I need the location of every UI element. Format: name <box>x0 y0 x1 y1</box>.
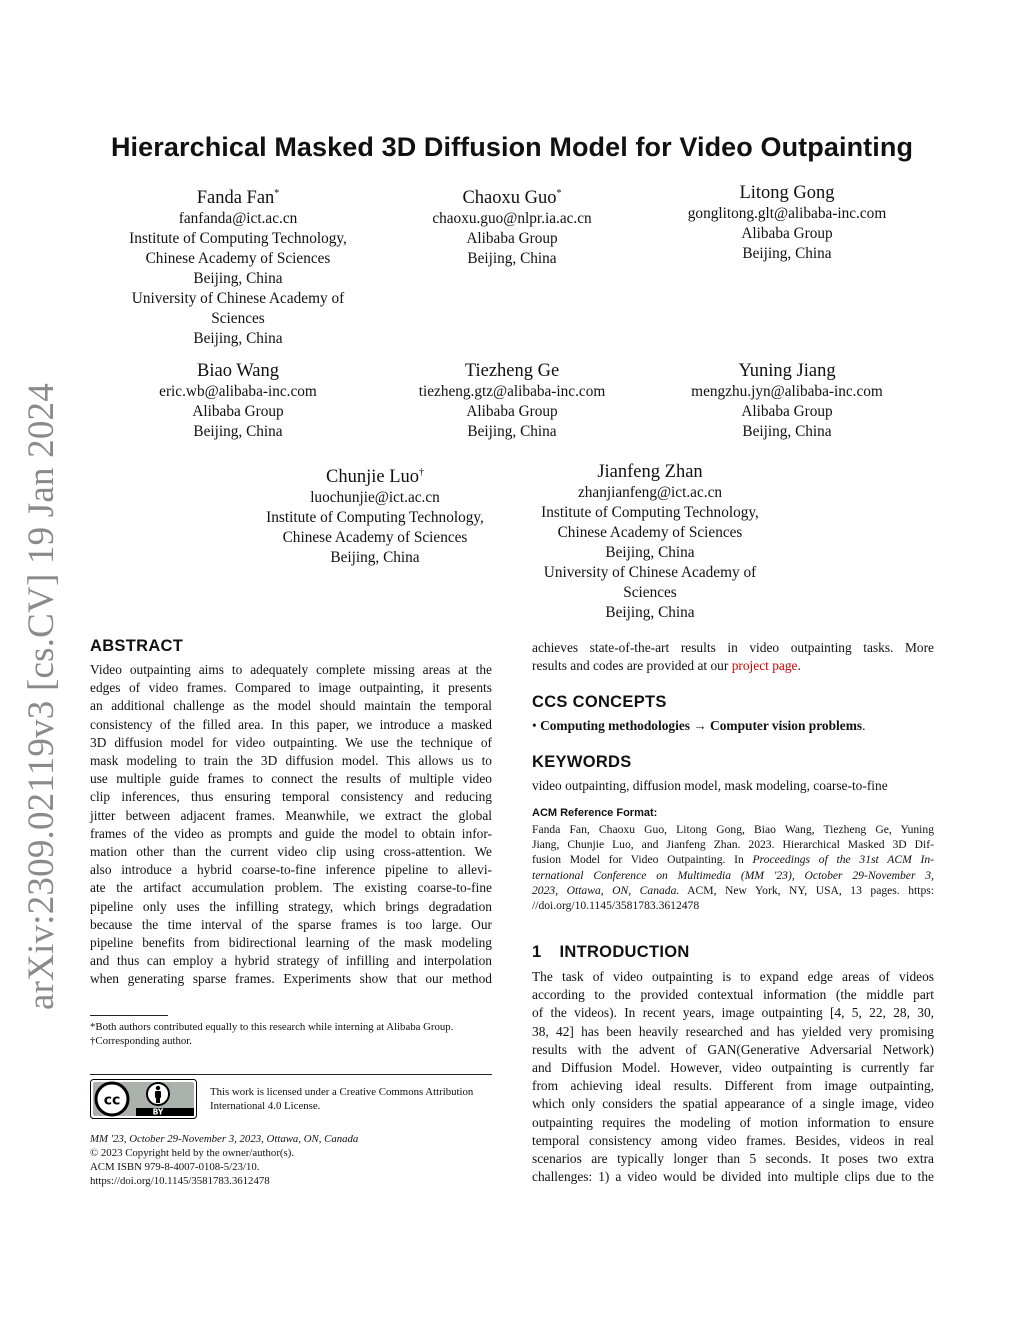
acm-ref-line: Jiang, Chunjie Luo, and Jianfeng Zhan. 2023. Hierarchical Masked 3D Dif- <box>532 838 934 852</box>
text-run: fusion Model for Video Outpainting. In <box>532 853 753 867</box>
abstract-line: frames of the video as prompts and guide the model to obtain infor- <box>90 825 492 841</box>
abstract-line: clip inferences, thus ensuring temporal consistency and reducing <box>90 789 492 805</box>
author-affiliation-line: Beijing, China <box>193 270 283 287</box>
abstract-line: Video outpainting aims to adequately complete missing areas at the <box>90 662 492 677</box>
intro-line: of the videos). In recent years, image outpainting [4, 5, 22, 28, 30, <box>532 1005 934 1021</box>
author-name-text: Chunjie Luo <box>325 467 419 487</box>
author-block <box>88 361 388 442</box>
author-name <box>637 361 937 382</box>
period: . <box>862 718 866 733</box>
author-block <box>88 183 388 349</box>
author-affiliation-line: Alibaba Group <box>741 225 833 242</box>
author-name-text: Biao Wang <box>197 361 279 381</box>
conference-venue: MM '23, October 29-November 3, 2023, Ottawa, ON, Canada <box>90 1133 359 1145</box>
intro-line: and Diffusion Model. However, video outpainting is currently far <box>532 1060 934 1076</box>
intro-line: results with the advent of GAN(Generative Adversarial Network) <box>532 1041 934 1057</box>
keywords-text: video outpainting, diffusion model, mask modeling, coarse-to-fine <box>532 778 888 793</box>
author-affiliation-line: Beijing, China <box>742 423 832 440</box>
author-affiliation-line: Alibaba Group <box>466 230 558 247</box>
intro-line: according to the provided contextual information (the middle part <box>532 987 934 1003</box>
acm-ref-line: //doi.org/10.1145/3581783.3612478 <box>532 899 700 913</box>
arxiv-stamp: arXiv:2309.02119v3 [cs.CV] 19 Jan 2024 <box>21 383 62 1010</box>
bullet: • <box>532 718 537 733</box>
author-email: luochunjie@ict.ac.cn <box>310 489 440 506</box>
author-name <box>362 361 662 382</box>
footnote-corresponding: †Corresponding author. <box>90 1035 192 1047</box>
abstract-line: because the time interval of the sparse frames is too large. Our <box>90 916 492 932</box>
acm-ref-heading: ACM Reference Format: <box>532 807 658 819</box>
author-name-text: Tiezheng Ge <box>464 361 560 381</box>
footnote-rule <box>90 1015 168 1016</box>
author-mark: * <box>556 188 562 199</box>
abstract-line: an additional challenge as the model should maintain the temporal <box>90 698 492 714</box>
author-email: gonglitong.glt@alibaba-inc.com <box>687 205 887 222</box>
abstract-continuation-line <box>532 657 934 675</box>
abstract-line: also introduce a hybrid coarse-to-fine inference pipeline to allevi- <box>90 862 492 878</box>
intro-line: challenges: 1) a video would be divided into multiple clips due to the <box>532 1169 934 1185</box>
author-name-text: Litong Gong <box>739 183 835 203</box>
intro-body <box>532 968 934 1186</box>
abstract-continuation-line: achieves state-of-the-art results in video outpainting tasks. More <box>532 640 934 655</box>
by-badge-text: BY <box>152 1107 164 1117</box>
author-name <box>500 462 800 483</box>
license-line1: This work is licensed under a Creative Commons Attribution <box>210 1086 474 1098</box>
abstract-line: 3D diffusion model for video outpainting. We use the technique of <box>90 734 492 750</box>
author-affiliation-line: Beijing, China <box>193 423 283 440</box>
copyright-line: © 2023 Copyright held by the owner/author(s). <box>90 1147 295 1159</box>
author-affiliation-line: Alibaba Group <box>192 403 284 420</box>
author-name <box>88 361 388 382</box>
author-block <box>500 462 800 623</box>
cc-badge-text: cc <box>103 1092 121 1109</box>
author-affiliation-line: Institute of Computing Technology, <box>129 230 347 247</box>
author-affiliation-line: Beijing, China <box>467 423 557 440</box>
intro-line: temporal consistency among video frames. Besides, videos in real <box>532 1132 934 1148</box>
author-affiliation-line: Chinese Academy of Sciences <box>282 529 468 546</box>
author-name-text: Chaoxu Guo <box>462 188 557 208</box>
author-affiliation-line: University of Chinese Academy of <box>543 564 757 581</box>
abstract-line: and thus can employ a hybrid strategy of infilling and interpolation <box>90 953 492 969</box>
project-page-link[interactable]: project page <box>731 658 798 674</box>
author-name <box>225 462 525 488</box>
text-run: ternational Conference on Multimedia (MM '23), October 29-November 3, <box>532 868 934 882</box>
author-block <box>362 361 662 442</box>
author-affiliation-line: Sciences <box>211 310 265 327</box>
intro-line: from achieving ideal results. Different from image outpainting, <box>532 1078 934 1094</box>
abstract-line: when generating sparse frames. Experiments show that our method <box>90 971 492 987</box>
ccs-heading: CCS CONCEPTS <box>532 693 667 711</box>
abstract-line: ate the artifact accumulation problem. The existing coarse-to-fine <box>90 880 492 896</box>
text-run: results and codes are provided at our <box>532 658 732 674</box>
author-email: zhanjianfeng@ict.ac.cn <box>577 484 723 501</box>
intro-heading <box>532 943 690 962</box>
author-email: eric.wb@alibaba-inc.com <box>159 383 317 400</box>
text-run: 2023, Ottawa, ON, Canada. <box>532 883 680 897</box>
author-name <box>362 183 662 209</box>
author-block <box>225 462 525 568</box>
abstract-line: pipeline only uses the infilling strategy, which brings degradation <box>90 898 492 914</box>
author-affiliation-line: Beijing, China <box>605 604 695 621</box>
cc-by-badge-icon <box>90 1079 197 1119</box>
author-block <box>362 183 662 269</box>
author-name-text: Jianfeng Zhan <box>597 462 703 482</box>
author-affiliation-line: Chinese Academy of Sciences <box>557 524 743 541</box>
author-affiliation-line: Alibaba Group <box>741 403 833 420</box>
author-name-text: Yuning Jiang <box>738 361 836 381</box>
abstract-line: pipeline benefits from bidirectional learning of the mask modeling <box>90 935 492 951</box>
author-email: tiezheng.gtz@alibaba-inc.com <box>418 383 606 400</box>
acm-ref-line: Fanda Fan, Chaoxu Guo, Litong Gong, Biao Wang, Tiezheng Ge, Yuning <box>532 823 934 836</box>
ccs-concepts <box>532 717 942 735</box>
section-title: INTRODUCTION <box>559 943 690 961</box>
author-email: chaoxu.guo@nlpr.ia.ac.cn <box>432 210 592 227</box>
intro-line: scenarios are typically longer than 5 seconds. It poses two extra <box>532 1151 934 1167</box>
footnote-equal: *Both authors contributed equally to this research while interning at Alibaba Group. <box>90 1021 454 1033</box>
author-affiliation-line: Beijing, China <box>193 330 283 347</box>
author-block <box>637 183 937 264</box>
abstract-line: use multiple guide frames to connect the results of multiple video <box>90 771 492 787</box>
author-affiliation-line: Beijing, China <box>330 549 420 566</box>
intro-line: outpainting requires the modeling of motion information to ensure <box>532 1114 934 1130</box>
text-run: ACM, New York, NY, USA, 13 pages. https: <box>679 883 934 897</box>
author-name <box>637 183 937 204</box>
author-block <box>637 361 937 442</box>
abstract-heading: ABSTRACT <box>90 637 184 655</box>
section-number: 1 <box>532 943 542 961</box>
doi-line: https://doi.org/10.1145/3581783.3612478 <box>90 1175 270 1187</box>
author-affiliation-line: University of Chinese Academy of <box>131 290 345 307</box>
acm-ref-body <box>532 822 934 913</box>
author-email: mengzhu.jyn@alibaba-inc.com <box>691 383 883 400</box>
author-name <box>88 183 388 209</box>
author-email: fanfanda@ict.ac.cn <box>178 210 298 227</box>
ccs-concept-text: Computing methodologies → Computer vision problems <box>540 718 863 733</box>
license-line2: International 4.0 License. <box>210 1100 321 1112</box>
author-name-text: Fanda Fan <box>196 188 275 208</box>
acm-ref-line <box>532 868 934 883</box>
author-affiliation-line: Sciences <box>623 584 677 601</box>
keywords-heading: KEYWORDS <box>532 753 632 771</box>
author-mark: † <box>419 467 424 478</box>
author-affiliation-line: Beijing, China <box>467 250 557 267</box>
author-mark: * <box>274 188 280 199</box>
abstract-line: consistency of the filled area. In this paper, we introduce a masked <box>90 716 492 732</box>
abstract-line: mation other than the current video clip using cross-attention. We <box>90 844 492 860</box>
author-affiliation-line: Beijing, China <box>605 544 695 561</box>
author-affiliation-line: Chinese Academy of Sciences <box>145 250 331 267</box>
intro-line: The task of video outpainting is to expand edge areas of videos <box>532 969 934 984</box>
acm-ref-line <box>532 852 934 867</box>
text-run: Proceedings of the 31st ACM In- <box>752 853 934 867</box>
text-run: . <box>797 658 801 674</box>
isbn-line: ACM ISBN 979-8-4007-0108-5/23/10. <box>90 1161 260 1173</box>
author-affiliation-line: Beijing, China <box>742 245 832 262</box>
abstract-continuation <box>532 639 934 675</box>
abstract-line: edges of video frames. Compared to image outpainting, it presents <box>90 680 492 696</box>
paper-title: Hierarchical Masked 3D Diffusion Model for Video Outpainting <box>110 132 914 162</box>
abstract-body <box>90 661 492 989</box>
author-affiliation-line: Institute of Computing Technology, <box>541 504 759 521</box>
author-affiliation-line: Alibaba Group <box>466 403 558 420</box>
acm-ref-line <box>532 883 934 898</box>
abstract-line: jitter between adjacent frames. Meanwhile, we extract the global <box>90 807 492 823</box>
intro-line: which only considers the spatial appearance of a single image, video <box>532 1096 934 1112</box>
abstract-line: mask modeling to train the 3D diffusion model. This allows us to <box>90 753 492 769</box>
author-affiliation-line: Institute of Computing Technology, <box>266 509 484 526</box>
license-rule <box>90 1074 492 1075</box>
intro-line: 38, 42] has been heavily researched and has yielded very promising <box>532 1023 934 1039</box>
